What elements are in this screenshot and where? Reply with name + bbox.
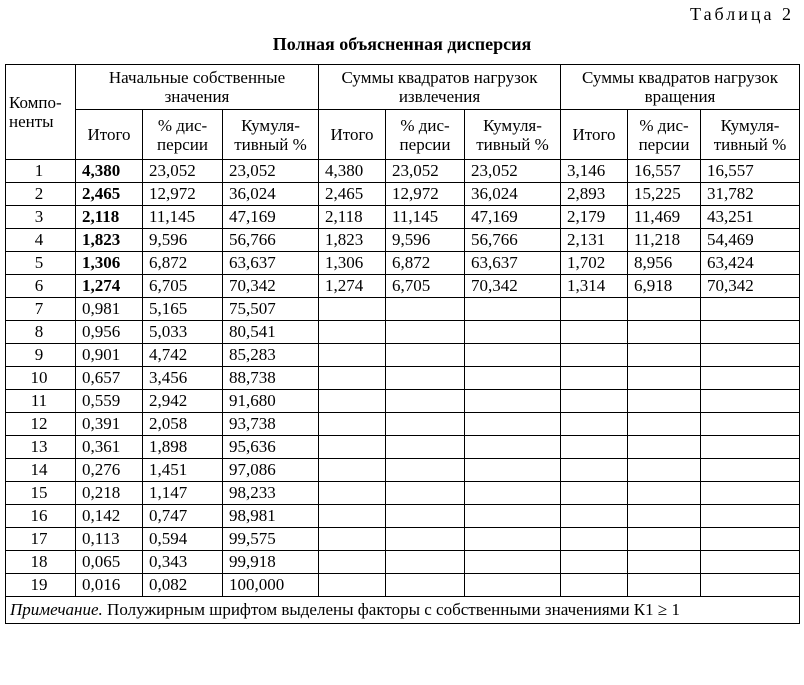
- component-number-cell: 16: [6, 505, 76, 528]
- header-total: Итого: [319, 110, 386, 160]
- table-cell: [386, 551, 465, 574]
- table-cell: [465, 298, 561, 321]
- table-cell: 2,131: [561, 229, 628, 252]
- table-row: [6, 482, 800, 505]
- table-cell: [628, 344, 701, 367]
- table-cell: 93,738: [223, 413, 319, 436]
- table-body: [6, 160, 800, 597]
- table-cell: 63,637: [465, 252, 561, 275]
- table-row: [6, 206, 800, 229]
- table-cell: 0,747: [143, 505, 223, 528]
- table-cell: [701, 528, 800, 551]
- table-cell: [465, 528, 561, 551]
- table-row: [6, 574, 800, 597]
- header-pct-variance: % дис- персии: [143, 110, 223, 160]
- table-cell: [386, 574, 465, 597]
- table-cell: 2,893: [561, 183, 628, 206]
- table-cell: 95,636: [223, 436, 319, 459]
- table-cell: 6,918: [628, 275, 701, 298]
- table-cell: [701, 321, 800, 344]
- table-cell: 8,956: [628, 252, 701, 275]
- table-cell: [701, 436, 800, 459]
- table-cell: [465, 459, 561, 482]
- table-cell: 56,766: [465, 229, 561, 252]
- table-cell: 0,218: [76, 482, 143, 505]
- table-cell: [386, 298, 465, 321]
- table-cell: 9,596: [143, 229, 223, 252]
- table-cell: [701, 344, 800, 367]
- table-cell: [561, 482, 628, 505]
- table-cell: 23,052: [143, 160, 223, 183]
- table-row: [6, 367, 800, 390]
- table-row: [6, 252, 800, 275]
- table-cell: 70,342: [465, 275, 561, 298]
- table-cell: 54,469: [701, 229, 800, 252]
- component-number-cell: 7: [6, 298, 76, 321]
- table-row: [6, 551, 800, 574]
- table-cell: 1,823: [76, 229, 143, 252]
- header-components: Компо- ненты: [6, 65, 76, 160]
- table-cell: 2,179: [561, 206, 628, 229]
- table-cell: 12,972: [143, 183, 223, 206]
- table-cell: 6,705: [386, 275, 465, 298]
- table-cell: [465, 390, 561, 413]
- component-number-cell: 3: [6, 206, 76, 229]
- component-number-cell: 13: [6, 436, 76, 459]
- table-cell: [561, 321, 628, 344]
- table-cell: 11,469: [628, 206, 701, 229]
- table-cell: [561, 528, 628, 551]
- component-number-cell: 6: [6, 275, 76, 298]
- table-cell: 70,342: [701, 275, 800, 298]
- component-number-cell: 2: [6, 183, 76, 206]
- table-cell: [386, 367, 465, 390]
- table-cell: [319, 574, 386, 597]
- table-number: Таблица 2: [690, 4, 794, 24]
- table-cell: [386, 413, 465, 436]
- table-cell: 16,557: [701, 160, 800, 183]
- table-cell: [465, 367, 561, 390]
- table-cell: 4,380: [319, 160, 386, 183]
- component-number-cell: 9: [6, 344, 76, 367]
- table-cell: [561, 551, 628, 574]
- table-cell: 0,142: [76, 505, 143, 528]
- table-cell: 100,000: [223, 574, 319, 597]
- table-cell: 63,637: [223, 252, 319, 275]
- table-cell: 80,541: [223, 321, 319, 344]
- table-cell: 4,380: [76, 160, 143, 183]
- table-cell: [319, 344, 386, 367]
- table-cell: 5,165: [143, 298, 223, 321]
- table-row: [6, 183, 800, 206]
- table-cell: 0,901: [76, 344, 143, 367]
- table-cell: [386, 528, 465, 551]
- component-number-cell: 1: [6, 160, 76, 183]
- table-cell: [628, 321, 701, 344]
- component-number-cell: 18: [6, 551, 76, 574]
- table-row: [6, 436, 800, 459]
- table-cell: [561, 344, 628, 367]
- component-number-cell: 12: [6, 413, 76, 436]
- table-cell: [386, 482, 465, 505]
- table-cell: 1,702: [561, 252, 628, 275]
- table-cell: 3,146: [561, 160, 628, 183]
- table-cell: [319, 367, 386, 390]
- table-cell: [628, 528, 701, 551]
- table-cell: [561, 390, 628, 413]
- table-cell: [319, 390, 386, 413]
- component-number-cell: 11: [6, 390, 76, 413]
- table-cell: [561, 367, 628, 390]
- table-cell: 0,016: [76, 574, 143, 597]
- table-cell: 4,742: [143, 344, 223, 367]
- table-cell: [628, 390, 701, 413]
- table-cell: 0,956: [76, 321, 143, 344]
- table-cell: 0,065: [76, 551, 143, 574]
- table-cell: [319, 551, 386, 574]
- header-rotation-sums: Суммы квадратов нагрузок вращения: [561, 65, 800, 110]
- table-note: [6, 597, 800, 624]
- table-cell: 75,507: [223, 298, 319, 321]
- header-pct-variance: % дис- персии: [628, 110, 701, 160]
- table-cell: 1,147: [143, 482, 223, 505]
- table-cell: [465, 551, 561, 574]
- table-cell: [465, 436, 561, 459]
- table-cell: 11,145: [386, 206, 465, 229]
- table-cell: [386, 505, 465, 528]
- table-cell: 36,024: [465, 183, 561, 206]
- table-cell: [701, 551, 800, 574]
- table-cell: [701, 482, 800, 505]
- table-cell: 3,456: [143, 367, 223, 390]
- table-cell: [465, 321, 561, 344]
- table-cell: 23,052: [465, 160, 561, 183]
- table-cell: [628, 574, 701, 597]
- table-cell: 11,145: [143, 206, 223, 229]
- table-cell: [561, 459, 628, 482]
- table-cell: [465, 344, 561, 367]
- component-number-cell: 4: [6, 229, 76, 252]
- table-cell: 99,918: [223, 551, 319, 574]
- header-extraction-sums: Суммы квадратов нагрузок извлечения: [319, 65, 561, 110]
- table-cell: 98,233: [223, 482, 319, 505]
- table-cell: 91,680: [223, 390, 319, 413]
- table-cell: 9,596: [386, 229, 465, 252]
- table-row: [6, 413, 800, 436]
- header-pct-variance: % дис- персии: [386, 110, 465, 160]
- header-cumulative-pct: Кумуля- тивный %: [223, 110, 319, 160]
- table-row: [6, 390, 800, 413]
- table-cell: 0,391: [76, 413, 143, 436]
- table-cell: 6,705: [143, 275, 223, 298]
- table-cell: 15,225: [628, 183, 701, 206]
- table-cell: 0,276: [76, 459, 143, 482]
- table-cell: [465, 482, 561, 505]
- component-number-cell: 15: [6, 482, 76, 505]
- component-number-cell: 5: [6, 252, 76, 275]
- table-cell: 23,052: [223, 160, 319, 183]
- table-cell: 98,981: [223, 505, 319, 528]
- header-cumulative-pct: Кумуля- тивный %: [701, 110, 800, 160]
- table-cell: [319, 505, 386, 528]
- table-cell: [628, 505, 701, 528]
- table-cell: 85,283: [223, 344, 319, 367]
- table-cell: [319, 528, 386, 551]
- table-cell: [561, 436, 628, 459]
- table-cell: 47,169: [465, 206, 561, 229]
- component-number-cell: 10: [6, 367, 76, 390]
- table-cell: 23,052: [386, 160, 465, 183]
- table-cell: 0,981: [76, 298, 143, 321]
- component-number-cell: 17: [6, 528, 76, 551]
- table-cell: [701, 298, 800, 321]
- table-row: [6, 321, 800, 344]
- table-cell: [701, 413, 800, 436]
- table-cell: [628, 459, 701, 482]
- table-row: [6, 505, 800, 528]
- table-cell: 43,251: [701, 206, 800, 229]
- table-cell: 1,306: [76, 252, 143, 275]
- table-cell: [319, 436, 386, 459]
- table-cell: 31,782: [701, 183, 800, 206]
- table-cell: 2,465: [319, 183, 386, 206]
- table-cell: [386, 459, 465, 482]
- table-cell: 6,872: [386, 252, 465, 275]
- table-cell: 0,113: [76, 528, 143, 551]
- table-cell: [319, 298, 386, 321]
- table-cell: [386, 321, 465, 344]
- table-cell: [628, 482, 701, 505]
- table-cell: [561, 298, 628, 321]
- table-row: [6, 229, 800, 252]
- table-cell: [701, 390, 800, 413]
- header-initial-eigenvalues: Начальные собственные значения: [76, 65, 319, 110]
- table-row: [6, 298, 800, 321]
- table-cell: 1,274: [76, 275, 143, 298]
- table-cell: [319, 482, 386, 505]
- table-cell: 16,557: [628, 160, 701, 183]
- table-cell: 70,342: [223, 275, 319, 298]
- table-cell: 63,424: [701, 252, 800, 275]
- table-cell: [701, 367, 800, 390]
- table-cell: 5,033: [143, 321, 223, 344]
- table-cell: 1,823: [319, 229, 386, 252]
- component-number-cell: 14: [6, 459, 76, 482]
- table-cell: 0,559: [76, 390, 143, 413]
- table-cell: [386, 344, 465, 367]
- table-cell: [386, 390, 465, 413]
- table-cell: 0,657: [76, 367, 143, 390]
- table-cell: [628, 551, 701, 574]
- table-cell: [561, 505, 628, 528]
- table-cell: 2,118: [76, 206, 143, 229]
- table-cell: [561, 413, 628, 436]
- table-cell: 1,306: [319, 252, 386, 275]
- table-cell: 88,738: [223, 367, 319, 390]
- table-cell: 0,594: [143, 528, 223, 551]
- table-cell: 97,086: [223, 459, 319, 482]
- table-cell: [319, 459, 386, 482]
- table-cell: [319, 321, 386, 344]
- table-cell: [465, 505, 561, 528]
- component-number-cell: 8: [6, 321, 76, 344]
- table-cell: [701, 574, 800, 597]
- table-cell: 2,942: [143, 390, 223, 413]
- table-row: [6, 160, 800, 183]
- table-cell: 1,451: [143, 459, 223, 482]
- table-cell: 12,972: [386, 183, 465, 206]
- table-cell: [628, 436, 701, 459]
- table-cell: 0,082: [143, 574, 223, 597]
- table-cell: 36,024: [223, 183, 319, 206]
- table-cell: 11,218: [628, 229, 701, 252]
- table-cell: 2,118: [319, 206, 386, 229]
- table-cell: [386, 436, 465, 459]
- table-row: [6, 344, 800, 367]
- table-cell: [701, 459, 800, 482]
- table-cell: 6,872: [143, 252, 223, 275]
- table-cell: [628, 413, 701, 436]
- variance-table: [5, 64, 800, 624]
- component-number-cell: 19: [6, 574, 76, 597]
- table-cell: 1,274: [319, 275, 386, 298]
- table-cell: 1,314: [561, 275, 628, 298]
- table-cell: 2,058: [143, 413, 223, 436]
- table-cell: [319, 413, 386, 436]
- table-row: [6, 275, 800, 298]
- note-label: Примечание.: [10, 600, 103, 619]
- table-row: [6, 528, 800, 551]
- table-cell: 0,361: [76, 436, 143, 459]
- table-cell: 0,343: [143, 551, 223, 574]
- table-cell: [628, 367, 701, 390]
- table-cell: [561, 574, 628, 597]
- table-cell: 47,169: [223, 206, 319, 229]
- table-cell: [465, 574, 561, 597]
- note-text: Полужирным шрифтом выделены факторы с собственными значениями К1 ≥ 1: [102, 600, 680, 619]
- table-cell: [628, 298, 701, 321]
- table-row: [6, 459, 800, 482]
- header-total: Итого: [561, 110, 628, 160]
- header-cumulative-pct: Кумуля- тивный %: [465, 110, 561, 160]
- header-total: Итого: [76, 110, 143, 160]
- table-cell: [465, 413, 561, 436]
- table-cell: 56,766: [223, 229, 319, 252]
- table-cell: 99,575: [223, 528, 319, 551]
- table-cell: 1,898: [143, 436, 223, 459]
- table-cell: [701, 505, 800, 528]
- table-cell: 2,465: [76, 183, 143, 206]
- table-title: Полная объясненная дисперсия: [272, 34, 532, 54]
